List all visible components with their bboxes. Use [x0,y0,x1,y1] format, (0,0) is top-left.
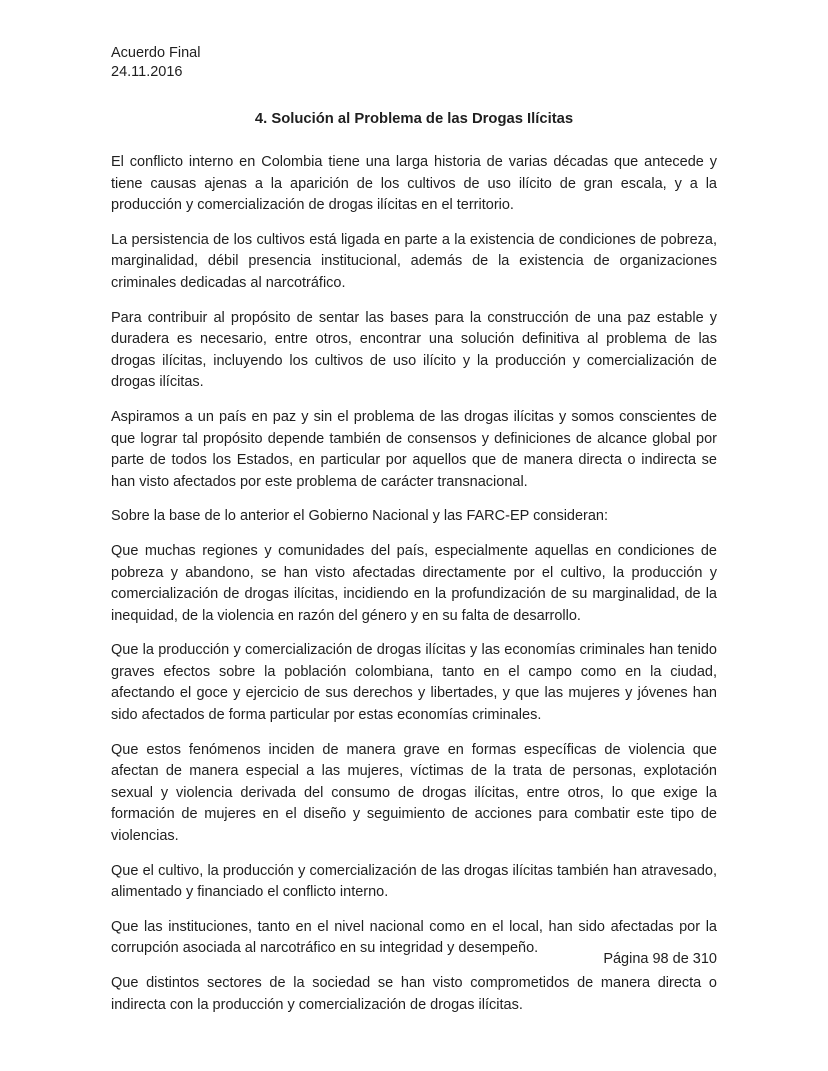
paragraph: Para contribuir al propósito de sentar las bases para la construcción de una paz estable y duradera es necesario, entre otros, encontrar una solución definitiva al problema de las drogas ilícitas, incluyendo los cultivos de uso ilícito y la producción y comercialización de drogas ilícitas. [111,309,717,391]
paragraph: Sobre la base de lo anterior el Gobierno Nacional y las FARC-EP consideran: [111,508,609,525]
paragraph: Aspiramos a un país en paz y sin el problema de las drogas ilícitas y somos conscientes de que lograr tal propósito depende también de consensos y definiciones de alcance global por parte de todos los Estados, en particular por aquellos que de manera directa o indirecta se han visto afectados por este problema de carácter transnacional. [111,408,717,490]
document-body [111,152,717,1016]
document-date-line: 24.11.2016 [111,64,183,80]
section-title: 4. Solución al Problema de las Drogas Ilícitas [254,111,574,127]
document-title-line: Acuerdo Final [111,45,201,61]
page-number: Página 98 de 310 [603,951,717,967]
paragraph: Que muchas regiones y comunidades del país, especialmente aquellas en condiciones de pobreza y abandono, se han visto afectadas directamente por el cultivo, la producción y comercialización de drogas ilícitas, incidiendo en la profundización de su marginalidad, de la inequidad, de la violencia en razón del género y en su falta de desarrollo. [111,542,717,624]
paragraph: Que la producción y comercialización de drogas ilícitas y las economías criminales han tenido graves efectos sobre la población colombiana, tanto en el campo como en la ciudad, afectando el goce y ejercicio de sus derechos y libertades, y que las mujeres y jóvenes han sido afectados de forma particular por estas economías criminales. [111,642,717,724]
paragraph: Que las instituciones, tanto en el nivel nacional como en el local, han sido afectadas por la corrupción asociada al narcotráfico en su integridad y desempeño. [111,918,717,957]
paragraph: Que distintos sectores de la sociedad se han visto comprometidos de manera directa o indirecta con la producción y comercialización de drogas ilícitas. [111,975,717,1013]
document-header [111,44,717,82]
paragraph: Que el cultivo, la producción y comercialización de las drogas ilícitas también han atravesado, alimentado y financiado el conflicto interno. [111,862,717,901]
paragraph: La persistencia de los cultivos está ligada en parte a la existencia de condiciones de pobreza, marginalidad, débil presencia institucional, además de la existencia de organizaciones criminales dedicadas al narcotráfico. [111,231,717,291]
paragraph: El conflicto interno en Colombia tiene una larga historia de varias décadas que antecede y tiene causas ajenas a la aparición de los cultivos de uso ilícito de gran escala, y a la producción y comercialización de drogas ilícitas en el territorio. [111,154,717,214]
paragraph: Que estos fenómenos inciden de manera grave en formas específicas de violencia que afectan de manera especial a las mujeres, víctimas de la trata de personas, explotación sexual y violencia derivada del consumo de drogas ilícitas, entre otros, lo que exige la formación de mujeres en el diseño y seguimiento de acciones para combatir este tipo de violencias. [111,741,717,845]
